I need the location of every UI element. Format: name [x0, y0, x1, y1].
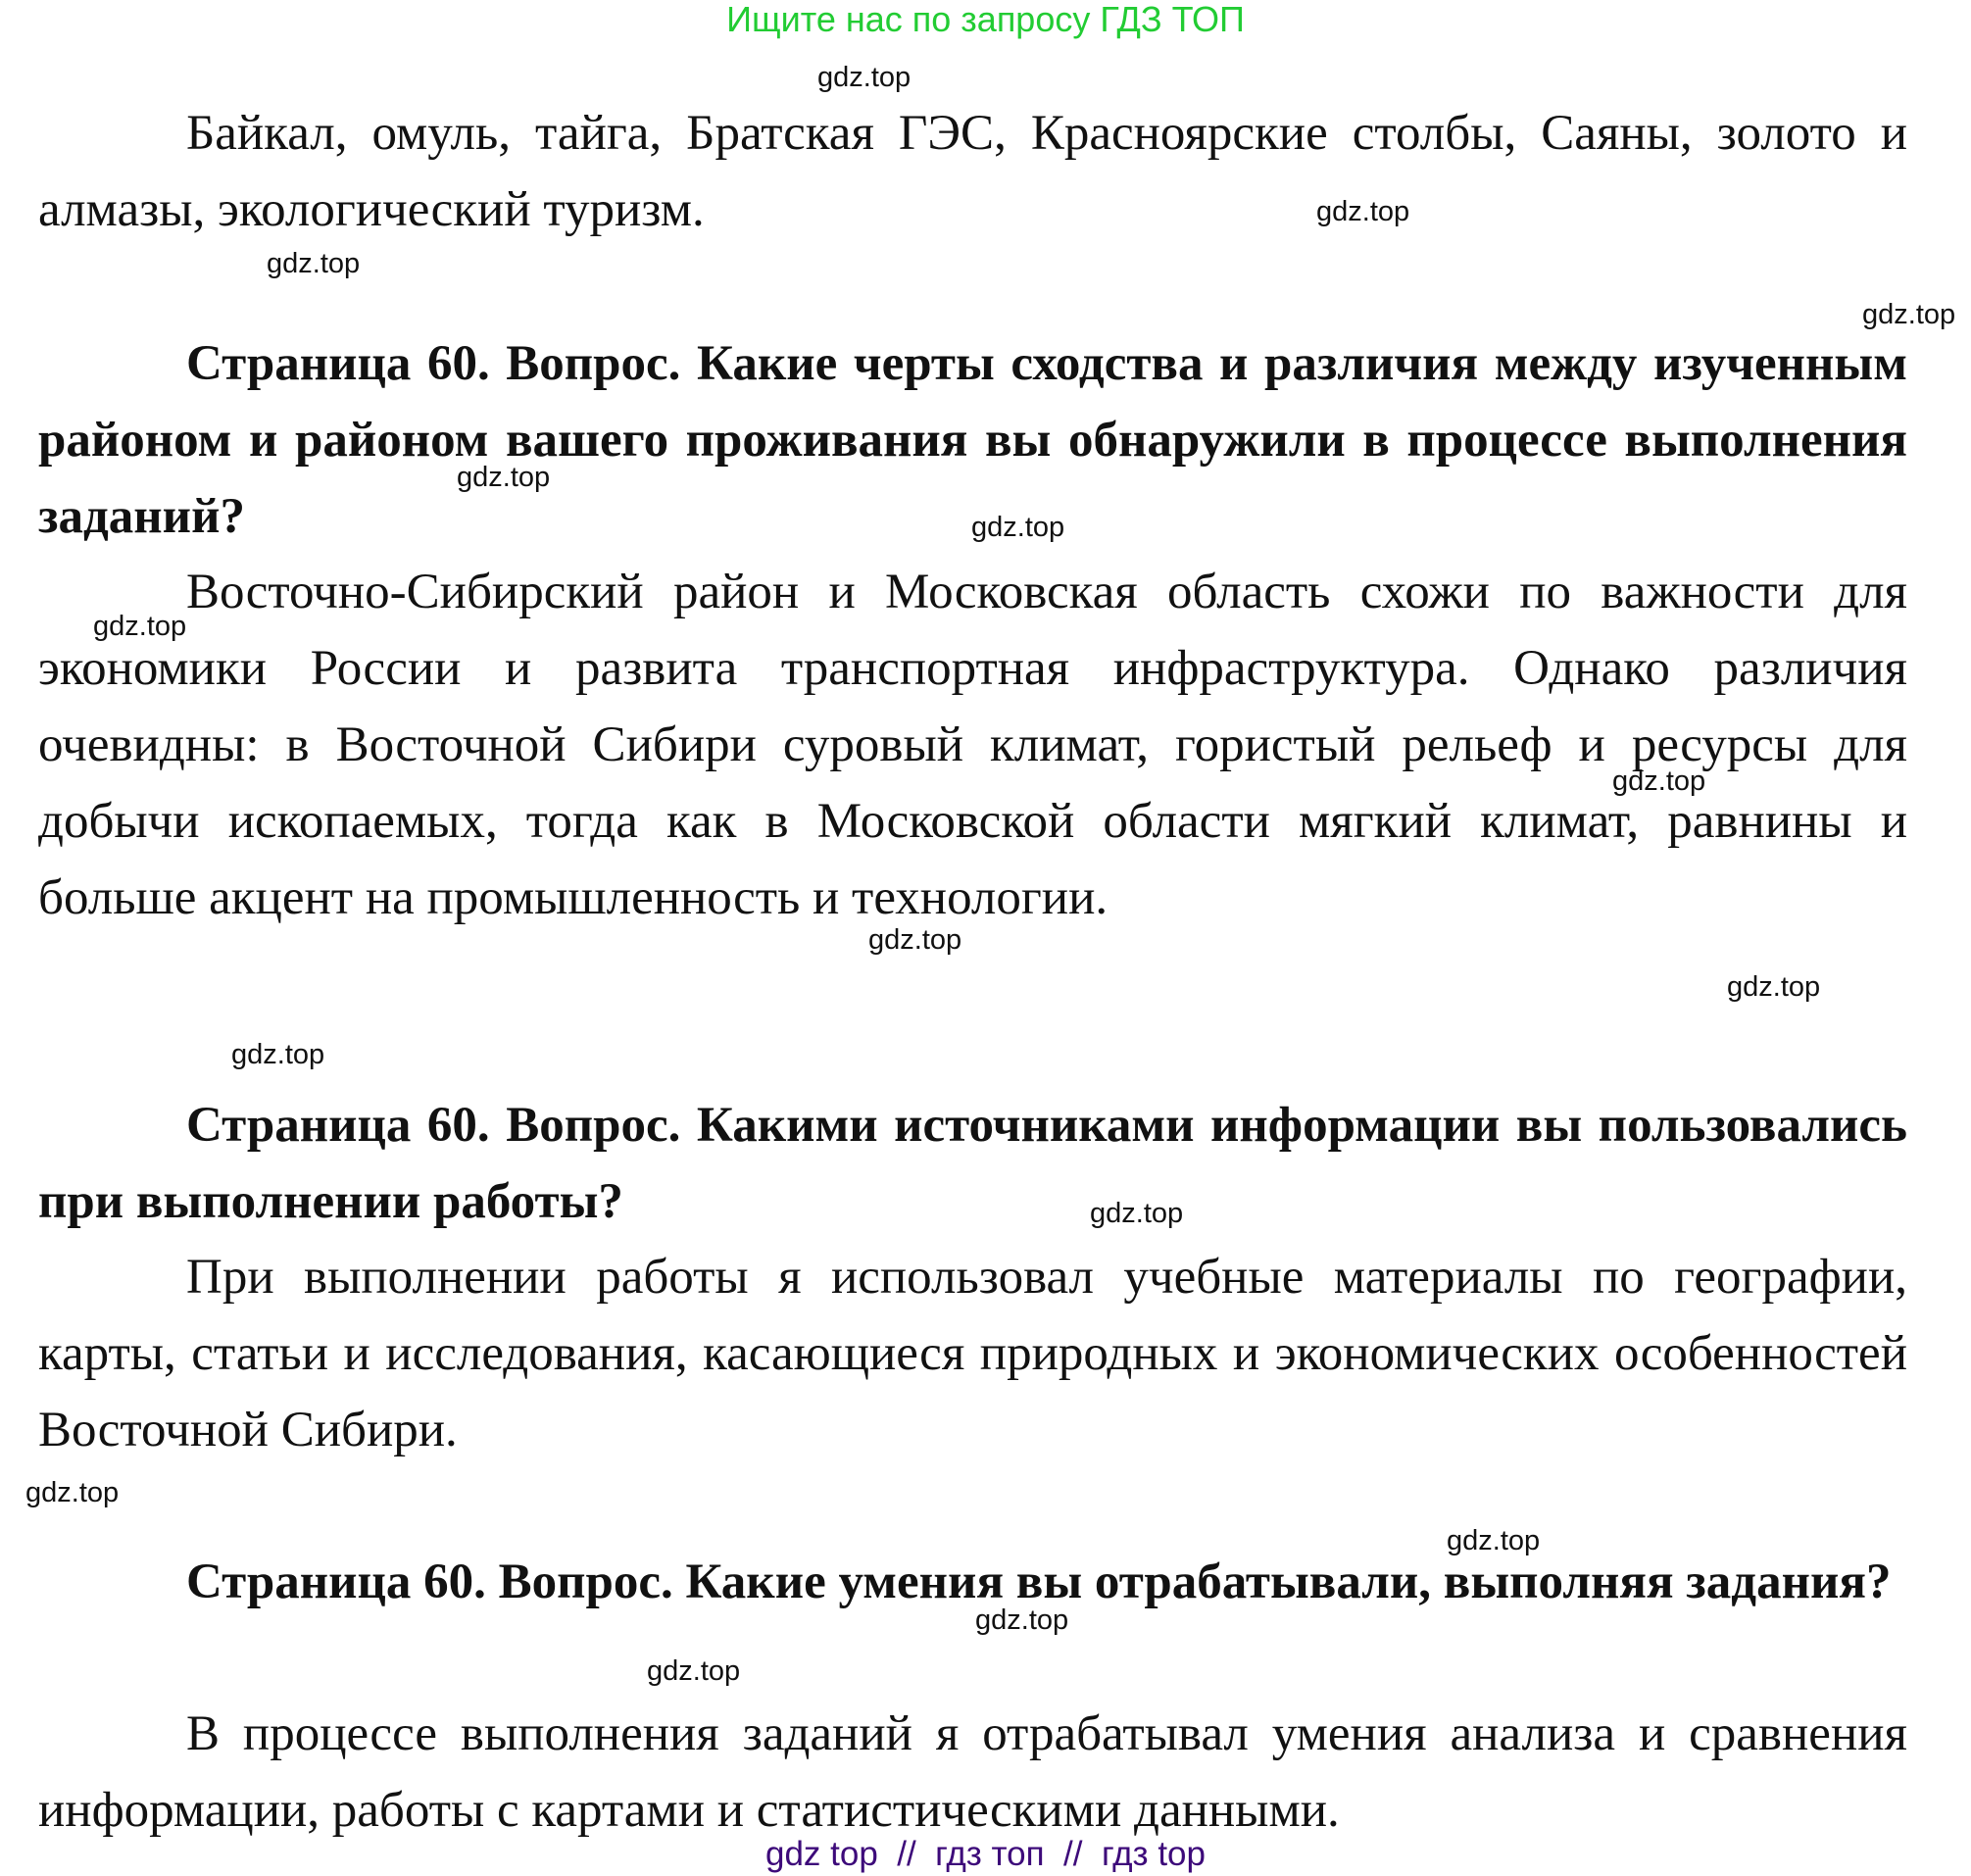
- watermark: gdz.top: [868, 924, 962, 956]
- question-heading: Страница 60. Вопрос. Какие умения вы отрабатывали, выполняя задания?: [186, 1555, 1892, 1609]
- footer-banner: gdz top // гдз топ // гдз top: [765, 1835, 1206, 1873]
- answer-paragraph: При выполнении работы я использовал учебные материалы по географии, карты, статьи и исследования, касающиеся природных и экономических особенностей Восточной Сибири.: [38, 1250, 1907, 1457]
- watermark: gdz.top: [647, 1655, 741, 1687]
- watermark: gdz.top: [457, 462, 551, 493]
- question-heading: Страница 60. Вопрос. Какими источниками информации вы пользовались при выполнении работы?: [38, 1098, 1907, 1229]
- watermark: gdz.top: [1612, 765, 1706, 797]
- watermark: gdz.top: [1447, 1525, 1541, 1556]
- question-heading: Страница 60. Вопрос. Какие черты сходства и различия между изученным районом и районом вашего проживания вы обнаружили в процессе выполнения заданий?: [38, 336, 1907, 544]
- watermark: gdz.top: [1316, 196, 1410, 227]
- watermark: gdz.top: [25, 1477, 120, 1508]
- search-banner: Ищите нас по запросу ГДЗ ТОП: [726, 0, 1245, 39]
- watermark: gdz.top: [231, 1039, 325, 1070]
- answer-paragraph: Байкал, омуль, тайга, Братская ГЭС, Красноярские столбы, Саяны, золото и алмазы, экологический туризм.: [38, 106, 1907, 237]
- watermark: gdz.top: [267, 248, 361, 279]
- watermark: gdz.top: [1090, 1198, 1184, 1229]
- answer-paragraph: Восточно-Сибирский район и Московская область схожи по важности для экономики России и развита транспортная инфраструктура. Однако различия очевидны: в Восточной Сибири суровый климат, гористый рельеф и ресурсы для добычи ископаемых, тогда как в Московской области мягкий климат, равнины и больше акцент на промышленность и технологии.: [38, 565, 1907, 925]
- watermark: gdz.top: [1727, 971, 1821, 1003]
- watermark: gdz.top: [817, 62, 912, 93]
- watermark: gdz.top: [93, 611, 187, 642]
- watermark: gdz.top: [975, 1604, 1069, 1636]
- answer-paragraph: В процессе выполнения заданий я отрабатывал умения анализа и сравнения информации, работы с картами и статистическими данными.: [38, 1706, 1907, 1838]
- watermark: gdz.top: [1862, 299, 1956, 330]
- watermark: gdz.top: [971, 512, 1065, 543]
